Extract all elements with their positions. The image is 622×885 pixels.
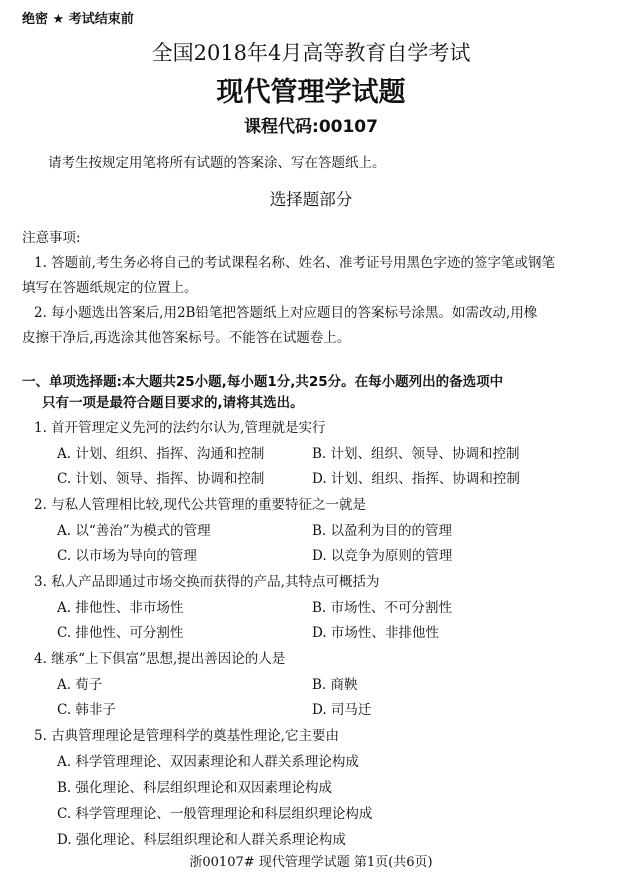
question-5-option-c: C. 科学管理理论、一般管理理论和科层组织理论构成 bbox=[57, 806, 373, 822]
question-3-option-a: A. 排他性、非市场性 bbox=[57, 600, 184, 616]
part1-heading: 一、单项选择题:本大题共25小题,每小题1分,共25分。在每小题列出的备选项中 bbox=[22, 374, 504, 390]
course-code: 课程代码:00107 bbox=[244, 117, 378, 137]
question-5-option-a: A. 科学管理理论、双因素理论和人群关系理论构成 bbox=[57, 754, 359, 770]
question-5-option-d: D. 强化理论、科层组织理论和人群关系理论构成 bbox=[57, 832, 346, 848]
confidential-label: 绝密 ★ 考试结束前 bbox=[22, 12, 134, 27]
question-3-option-d: D. 市场性、非排他性 bbox=[312, 625, 439, 641]
question-2-option-b: B. 以盈利为目的的管理 bbox=[312, 523, 453, 539]
note-item-1: 1. 答题前,考生务必将自己的考试课程名称、姓名、准考证号用黑色字迹的签字笔或钢笔 bbox=[34, 255, 555, 271]
notes-heading: 注意事项: bbox=[22, 230, 81, 246]
question-2-stem: 2. 与私人管理相比较,现代公共管理的重要特征之一就是 bbox=[34, 497, 366, 513]
question-2-option-c: C. 以市场为导向的管理 bbox=[57, 548, 197, 564]
question-4-option-b: B. 商鞅 bbox=[312, 677, 358, 693]
question-3-option-c: C. 排他性、可分割性 bbox=[57, 625, 184, 641]
question-3-option-b: B. 市场性、不可分割性 bbox=[312, 600, 453, 616]
question-1-option-d: D. 计划、组织、指挥、协调和控制 bbox=[312, 471, 520, 487]
question-4-option-d: D. 司马迁 bbox=[312, 702, 372, 718]
question-1-stem: 1. 首开管理定义先河的法约尔认为,管理就是实行 bbox=[34, 420, 326, 436]
section-title: 选择题部分 bbox=[269, 190, 353, 209]
note-item-2: 2. 每小题选出答案后,用2B铅笔把答题纸上对应题目的答案标号涂黑。如需改动,用橡 bbox=[34, 305, 538, 321]
question-2-option-d: D. 以竞争为原则的管理 bbox=[312, 548, 453, 564]
exam-title: 全国2018年4月高等教育自学考试 bbox=[151, 41, 471, 65]
question-4-option-a: A. 荀子 bbox=[57, 677, 103, 693]
page-footer: 浙00107# 现代管理学试题 第1页(共6页) bbox=[189, 855, 433, 870]
question-3-stem: 3. 私人产品即通过市场交换而获得的产品,其特点可概括为 bbox=[34, 574, 380, 590]
note-item-2-cont: 皮擦干净后,再选涂其他答案标号。不能答在试题卷上。 bbox=[22, 330, 351, 346]
part1-heading-cont: 只有一项是最符合题目要求的,请将其选出。 bbox=[42, 395, 304, 411]
question-1-option-b: B. 计划、组织、领导、协调和控制 bbox=[312, 446, 520, 462]
question-5-stem: 5. 古典管理理论是管理科学的奠基性理论,它主要由 bbox=[34, 728, 339, 744]
question-5-option-b: B. 强化理论、科层组织理论和双因素理论构成 bbox=[57, 780, 333, 796]
question-2-option-a: A. 以“善治”为模式的管理 bbox=[57, 523, 211, 539]
subject-title: 现代管理学试题 bbox=[216, 77, 406, 108]
note-item-1-cont: 填写在答题纸规定的位置上。 bbox=[22, 280, 198, 296]
intro-instruction: 请考生按规定用笔将所有试题的答案涂、写在答题纸上。 bbox=[48, 155, 386, 171]
question-1-option-c: C. 计划、领导、指挥、协调和控制 bbox=[57, 471, 265, 487]
question-4-option-c: C. 韩非子 bbox=[57, 702, 116, 718]
question-1-option-a: A. 计划、组织、指挥、沟通和控制 bbox=[57, 446, 265, 462]
question-4-stem: 4. 继承“上下俱富”思想,提出善因论的人是 bbox=[34, 651, 286, 667]
